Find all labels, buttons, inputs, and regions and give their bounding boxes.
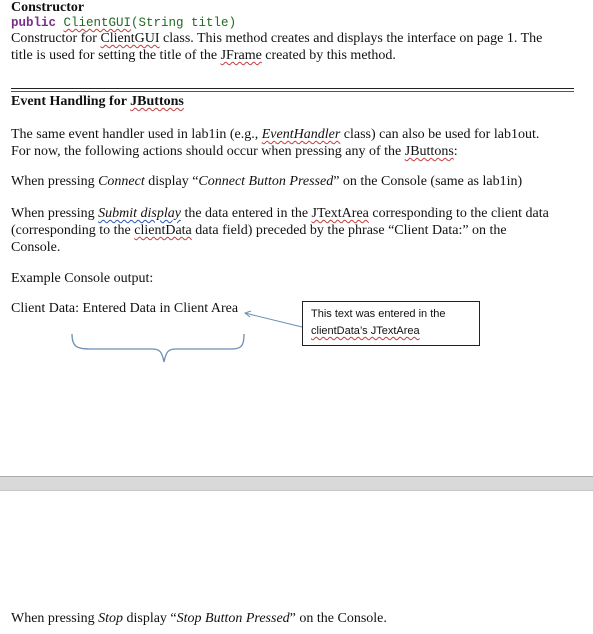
text: display “: [122, 611, 177, 626]
text: When pressing: [11, 206, 99, 221]
signature-name: ClientGUI: [63, 16, 132, 30]
text: When pressing: [11, 174, 99, 189]
callout-box: [302, 301, 480, 346]
callout-pointer-line: [245, 313, 302, 327]
text: (corresponding to the: [11, 223, 135, 238]
page-break-band: [0, 476, 593, 491]
submit-line3: Console.: [11, 240, 61, 255]
button-name: Stop: [98, 611, 123, 626]
text: ” on the Console.: [289, 611, 387, 626]
signature-params: (String title): [131, 16, 237, 30]
signature-keyword: public: [11, 16, 57, 30]
text: class. This method creates and displays the interface on page 1. The: [159, 31, 543, 46]
text: corresponding to the client data: [368, 206, 549, 221]
classname: ClientGUI: [100, 31, 160, 46]
button-name: Submit display: [98, 206, 181, 221]
text: :: [453, 144, 458, 159]
text: display “: [144, 174, 199, 189]
text: class) can also be used for lab1out.: [340, 127, 540, 142]
text: The same event handler used in lab1in (e.g.,: [11, 127, 262, 142]
text: ” on the Console (same as lab1in): [333, 174, 523, 189]
heading-text: Event Handling for: [11, 94, 131, 109]
classname: JButtons: [404, 144, 454, 159]
text: Constructor for: [11, 31, 101, 46]
button-name: Connect: [98, 174, 145, 189]
text: title is used for setting the title of the: [11, 48, 221, 63]
classname: JFrame: [220, 48, 262, 63]
classname: EventHandler: [261, 127, 341, 142]
text: the data entered in the: [180, 206, 312, 221]
text: For now, the following actions should occur when pressing any of the: [11, 144, 405, 159]
text: When pressing: [11, 611, 99, 626]
callout-line2: clientData’s JTextArea: [311, 325, 420, 337]
console-output-example: Client Data: Entered Data in Client Area: [11, 301, 239, 316]
heading-classname: JButtons: [130, 94, 184, 109]
curly-brace-icon: [72, 334, 244, 362]
fieldname: clientData: [134, 223, 192, 238]
constructor-heading: Constructor: [11, 0, 85, 15]
callout-line1: This text was entered in the: [311, 308, 446, 320]
example-label: Example Console output:: [11, 271, 154, 286]
stop-instruction: [11, 610, 387, 627]
text: data field) preceded by the phrase “Client Data:” on the: [191, 223, 507, 238]
classname: JTextArea: [311, 206, 369, 221]
message: Stop Button Pressed: [176, 611, 290, 626]
text: created by this method.: [261, 48, 396, 63]
message: Connect Button Pressed: [198, 174, 334, 189]
